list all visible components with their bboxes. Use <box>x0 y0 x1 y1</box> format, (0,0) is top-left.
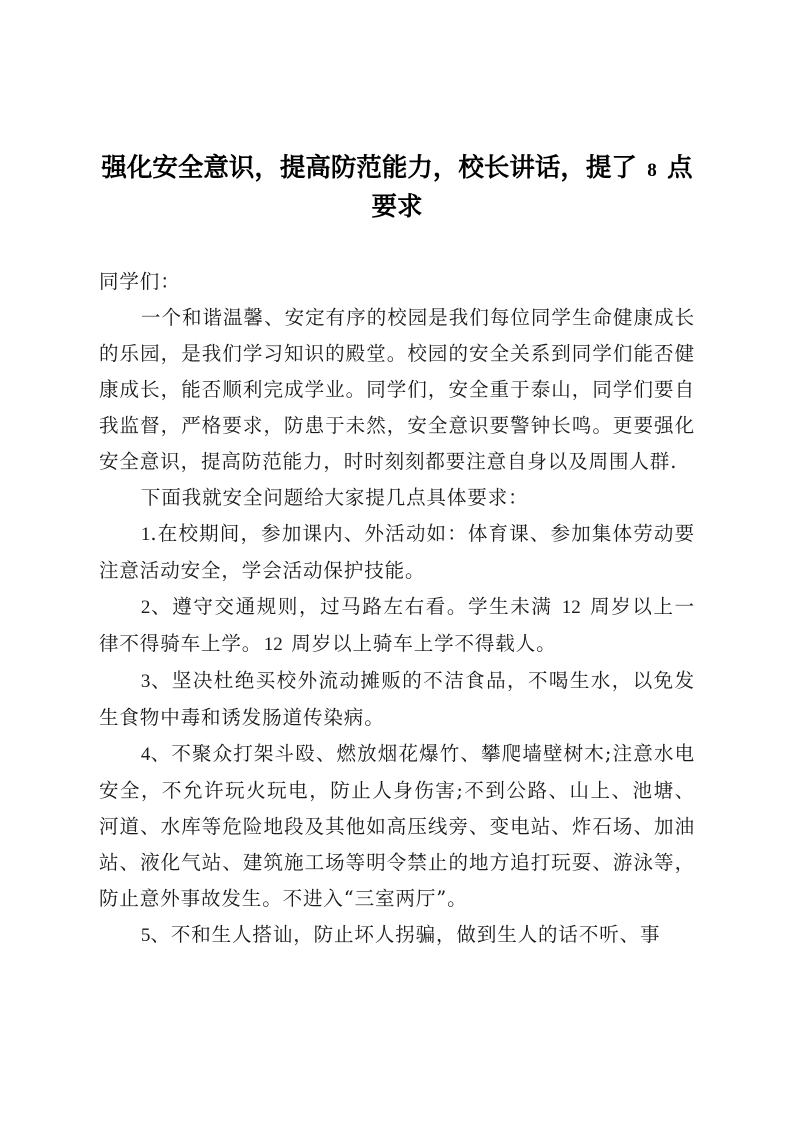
list-item-2: 2、遵守交通规则，过马路左右看。学生未满 12 周岁以上一律不得骑车上学。12 周岁以上骑车上学不得载人。 <box>99 595 695 655</box>
document-content <box>99 264 695 954</box>
paragraph-lead-in: 下面我就安全问题给大家提几点具体要求： <box>140 486 529 509</box>
salutation: 同学们： <box>99 270 181 293</box>
inline-number: 1 <box>140 524 151 545</box>
list-item-4: 4、不聚众打架斗殴、燃放烟花爆竹、攀爬墙壁树木;注意水电安全，不允许玩火玩电，防止人身伤害;不到公路、山上、池塘、河道、水库等危险地段及其他如高压线旁、变电站、炸石场、加油站、液化气站、建筑施工场等明令禁止的地方追打玩耍、游泳等，防止意外事故发生。不进入“三室两厅”。 <box>99 742 695 910</box>
inline-number: 3 <box>140 671 151 692</box>
inline-number: 2 <box>140 597 151 618</box>
list-item-5: 5、不和生人搭讪，防止坏人拐骗，做到生人的话不听、事 <box>140 923 661 946</box>
paragraph-intro: 一个和谐温馨、安定有序的校园是我们每位同学生命健康成长的乐园，是我们学习知识的殿堂。校园的安全关系到同学们能否健康成长，能否顺利完成学业。同学们，安全重于泰山，同学们要自我监督，严格要求，防患于未然，安全意识要警钟长鸣。更要强化安全意识，提高防范能力，时时刻刻都要注意自身以及周围人群. <box>99 306 695 473</box>
list-item-3: 3、坚决杜绝买校外流动摊贩的不洁食品，不喝生水，以免发生食物中毒和诱发肠道传染病。 <box>99 669 695 729</box>
list-item-1: 1.在校期间，参加课内、外活动如：体育课、参加集体劳动要注意活动安全，学会活动保护技能。 <box>99 522 695 582</box>
inline-number: 4 <box>140 744 151 765</box>
document-body <box>99 150 695 954</box>
inline-number: 8 <box>647 160 657 181</box>
inline-number: 5 <box>140 925 151 946</box>
inline-number: 12 <box>561 597 581 618</box>
inline-number: 12 <box>263 634 283 655</box>
page-title-text: 强化安全意识，提高防范能力，校长讲话，提了 8 点要求 <box>101 153 693 222</box>
page-title <box>99 150 695 226</box>
